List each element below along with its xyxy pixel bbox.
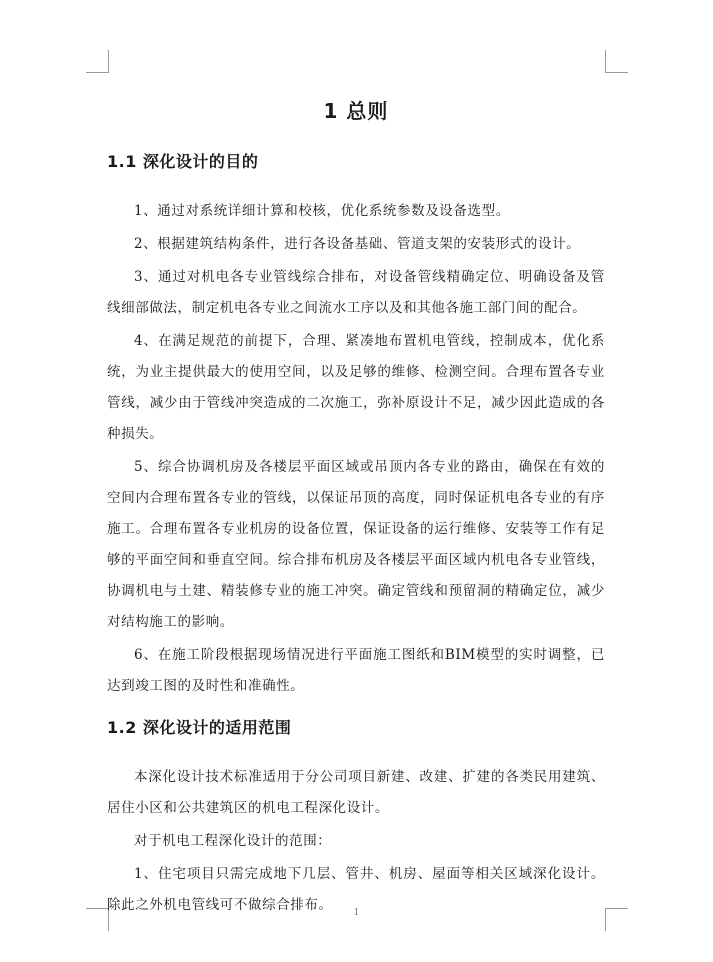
paragraph-1-1-6: 6、在施工阶段根据现场情况进行平面施工图纸和BIM模型的实时调整，已达到竣工图的及时性和准确性。 — [107, 647, 605, 694]
page-number: 1 — [353, 908, 360, 918]
paragraph-1-2-3: 1、住宅项目只需完成地下几层、管井、机房、屋面等相关区域深化设计。除此之外机电管线可不做综合排布。 — [107, 866, 605, 913]
section-title-1-2: 1.2 深化设计的适用范围 — [107, 718, 292, 737]
crop-mark-top-left — [86, 50, 109, 73]
paragraph-1-2-1: 本深化设计技术标准适用于分公司项目新建、改建、扩建的各类民用建筑、居住小区和公共建筑区的机电工程深化设计。 — [107, 769, 605, 816]
paragraph-1-1-4: 4、在满足规范的前提下，合理、紧凑地布置机电管线，控制成本，优化系统，为业主提供最大的使用空间，以及足够的维修、检测空间。合理布置各专业管线，减少由于管线冲突造成的二次施工，弥补原设计不足，减少因此造成的各种损失。 — [107, 333, 605, 442]
paragraph-1-2-2: 对于机电工程深化设计的范围： — [134, 833, 332, 849]
paragraph-1-1-2: 2、根据建筑结构条件，进行各设备基础、管道支架的安装形式的设计。 — [134, 236, 581, 252]
paragraph-1-1-5: 5、综合协调机房及各楼层平面区域或吊顶内各专业的路由，确保在有效的空间内合理布置各专业的管线，以保证吊顶的高度，同时保证机电各专业的有序施工。合理布置各专业机房的设备位置，保证设备的运行维修、安装等工作有足够的平面空间和垂直空间。综合排布机房及各楼层平面区域内机电各专业管线，协调机电与土建、精装修专业的施工冲突。确定管线和预留洞的精确定位，减少对结构施工的影响。 — [107, 459, 605, 630]
page-content — [107, 96, 605, 923]
section-title-1-1: 1.1 深化设计的目的 — [107, 152, 259, 171]
paragraph-1-1-1: 1、通过对系统详细计算和校核，优化系统参数及设备选型。 — [134, 203, 510, 219]
chapter-title: 1 总则 — [323, 99, 389, 123]
crop-mark-top-right — [605, 50, 628, 73]
paragraph-1-1-3: 3、通过对机电各专业管线综合排布，对设备管线精确定位、明确设备及管线细部做法，制定机电各专业之间流水工序以及和其他各施工部门间的配合。 — [107, 269, 605, 316]
